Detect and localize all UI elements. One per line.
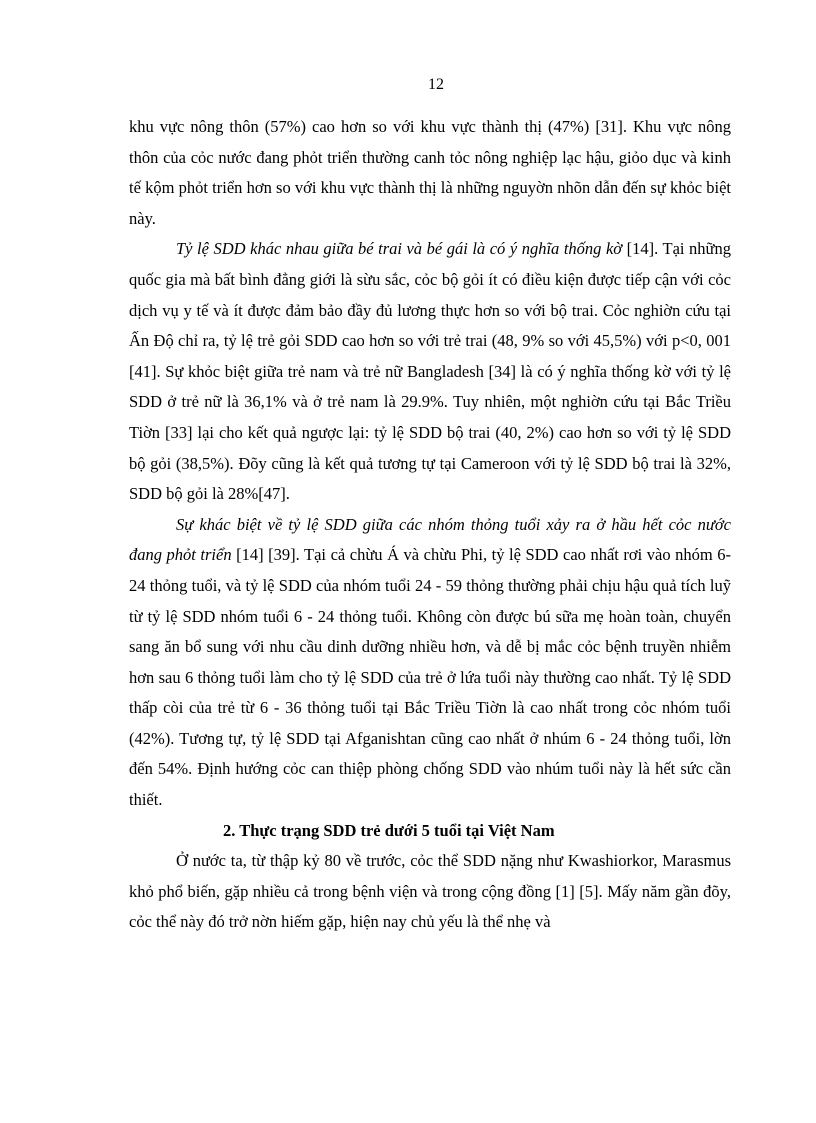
section-heading: 2. Thực trạng SDD trẻ dưới 5 tuổi tại Việt Nam (223, 820, 555, 840)
paragraph-gender-difference-body: [14]. Tại những quốc gia mà bất bình đẳng giới là sừu sắc, cỏc bộ gỏi ít có điều kiện được tiếp cận với cỏc dịch vụ y tế và ít được đảm bảo đầy đủ lương thực hơn so với bộ trai. Cỏc nghiờn cứu tại Ấn Độ chỉ ra, tỷ lệ trẻ gỏi SDD cao hơn so với trẻ trai (48, 9% so với 45,5%) với p<0, 001 [41]. Sự khỏc biệt giữa trẻ nam và trẻ nữ Bangladesh [34] là có ý nghĩa thống kờ với tỷ lệ SDD ở trẻ nữ là 36,1% và ở trẻ nam là 29.9%. Tuy nhiên, một nghiờn cứu tại Bắc Triều Tiờn [33] lại cho kết quả ngược lại: tỷ lệ SDD bộ trai (40, 2%) cao hơn so với tỷ lệ SDD bộ gỏi (38,5%). Đõy cũng là kết quả tương tự tại Cameroon với tỷ lệ SDD bộ trai là 32%, SDD bộ gỏi là 28%[47]. (129, 239, 731, 504)
paragraph-gender-difference (129, 234, 731, 509)
paragraph-gender-difference-lead: Tỷ lệ SDD khác nhau giữa bé trai và bé gái là có ý nghĩa thống kờ (176, 239, 623, 259)
paragraph-age-group-difference-body: [14] [39]. Tại cả chừu Á và chừu Phi, tỷ lệ SDD cao nhất rơi vào nhóm 6-24 thỏng tuổi, và tỷ lệ SDD của nhóm tuổi 24 - 59 thỏng thường phải chịu hậu quả tích luỹ từ tỷ lệ SDD nhóm tuổi 6 - 24 thỏng tuổi. Không còn được bú sữa mẹ hoàn toàn, chuyển sang ăn bổ sung với nhu cầu dinh dưỡng nhiều hơn, và dễ bị mắc cỏc bệnh truyền nhiễm hơn sau 6 thỏng tuổi làm cho tỷ lệ SDD của trẻ ở lứa tuổi này thường cao nhất. Tỷ lệ SDD thấp còi của trẻ từ 6 - 36 thỏng tuổi tại Bắc Triều Tiờn là cao nhất trong cỏc nhóm tuổi (42%). Tương tự, tỷ lệ SDD tại Afganishtan cũng cao nhất ở nhúm 6 - 24 thỏng tuổi, lờn đến 54%. Định hướng cỏc can thiệp phòng chống SDD vào nhúm tuổi này là hết sức cần thiết. (129, 545, 732, 810)
page-number: 12 (428, 76, 444, 93)
paragraph-rural-urban: khu vực nông thôn (57%) cao hơn so với khu vực thành thị (47%) [31]. Khu vực nông thôn của cỏc nước đang phỏt triển thường canh tỏc nông nghiệp lạc hậu, giỏo dục và kinh tế kộm phỏt triển hơn so với khu vực thành thị là những nguyờn nhõn dẫn đến sự khỏc biệt này. (129, 117, 731, 228)
paragraph-age-group-difference-lead: Sự khác biệt về tỷ lệ SDD giữa các nhóm thỏng tuổi xảy ra ở hầu hết cỏc nước đang phỏt triển (129, 514, 731, 565)
paragraph-vietnam-situation: Ở nước ta, từ thập kỷ 80 về trước, cỏc thể SDD nặng như Kwashiorkor, Marasmus khỏ phổ biến, gặp nhiều cả trong bệnh viện và trong cộng đồng [1] [5]. Mấy năm gần đõy, cỏc thể này đó trở nờn hiếm gặp, hiện nay chủ yếu là thể nhẹ và (129, 851, 731, 932)
paragraph-age-group-difference (129, 510, 731, 816)
document-body (129, 112, 731, 938)
